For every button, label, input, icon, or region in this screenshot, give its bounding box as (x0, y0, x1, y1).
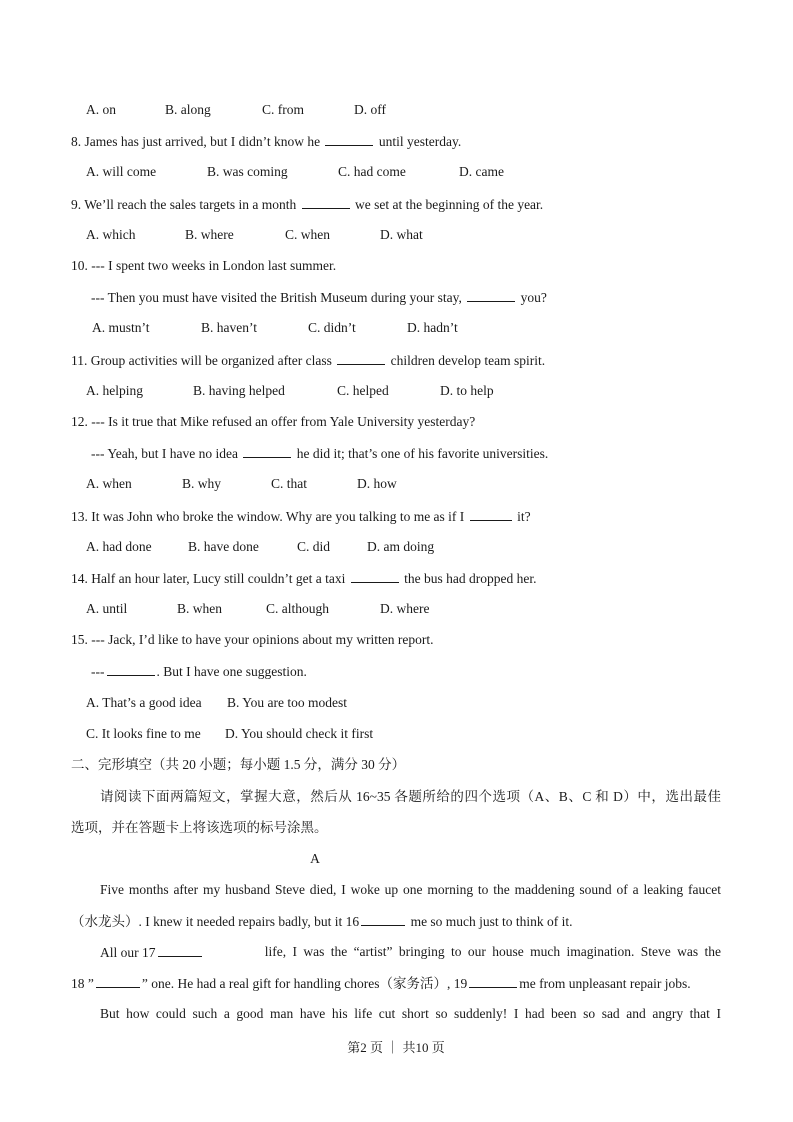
q13-stem-pre: 13. It was John who broke the window. Why are you talking to me as if I (71, 509, 465, 524)
passage-label: A (310, 851, 320, 866)
passage-p2-line1-post: life, I was the “artist” bringing to our house much imagination. Steve was the (264, 944, 721, 959)
q10-option-d: D. hadn’t (407, 320, 458, 335)
q11-stem-pre: 11. Group activities will be organized after class (71, 353, 332, 368)
q12-blank (243, 445, 291, 458)
q10-stem-pre: --- Then you must have visited the British Museum during your stay, (91, 290, 462, 305)
q9-option-c: C. when (285, 227, 330, 242)
passage-p1-line2 (71, 913, 573, 930)
q15-stem-post: . But I have one suggestion. (156, 664, 307, 679)
passage-p3-line1: But how could such a good man have his life cut short so suddenly! I had been so sad and angry that I (100, 1006, 721, 1021)
passage-p1-line2-pre: （水龙头）. I knew it needed repairs badly, but it 16 (71, 914, 360, 929)
q8-option-d: D. came (459, 164, 504, 179)
q12-option-c: C. that (271, 476, 307, 491)
q8-stem-pre: 8. James has just arrived, but I didn’t know he (71, 134, 321, 149)
q15-option-a: A. That’s a good idea (86, 695, 202, 710)
q12-option-b: B. why (182, 476, 222, 491)
q11-blank (337, 352, 385, 365)
q11-option-a: A. helping (86, 383, 143, 398)
q13-option-c: C. did (297, 539, 331, 554)
section2-instruction-line2: 选项，并在答题卡上将该选项的标号涂黑。 (71, 820, 328, 835)
q15-line1: 15. --- Jack, I’d like to have your opinions about my written report. (71, 632, 434, 647)
q7-option-b: B. along (165, 102, 211, 117)
q10-blank (467, 289, 515, 302)
q8-option-a: A. will come (86, 164, 157, 179)
q12-stem (91, 445, 548, 462)
q11-stem-post: children develop team spirit. (390, 353, 546, 368)
q12-option-a: A. when (86, 476, 132, 491)
q10-option-c: C. didn’t (308, 320, 356, 335)
q8-blank (325, 133, 373, 146)
q14-stem-pre: 14. Half an hour later, Lucy still couldn’t get a taxi (71, 571, 346, 586)
passage-p2-line2-c: me from unpleasant repair jobs. (519, 976, 691, 991)
q9-stem (71, 196, 543, 213)
q14-stem (71, 570, 536, 587)
passage-p2-line2-b: ” one. He had a real gift for handling chores（家务活）, 19 (141, 976, 468, 991)
q8-stem (71, 133, 461, 150)
passage-p1-line1: Five months after my husband Steve died, I woke up one morning to the maddening sound of a leaking faucet (100, 882, 721, 897)
page-footer: 第2 页 ｜ 共10 页 (347, 1040, 445, 1055)
q15-option-d: D. You should check it first (225, 726, 374, 741)
q14-blank (351, 570, 399, 583)
q9-stem-post: we set at the beginning of the year. (354, 197, 544, 212)
q13-blank (470, 508, 512, 521)
passage-p1-line2-post: me so much just to think of it. (410, 914, 573, 929)
q12-stem-post: he did it; that’s one of his favorite universities. (296, 446, 549, 461)
q9-option-b: B. where (185, 227, 234, 242)
q8-option-c: C. had come (338, 164, 406, 179)
section2-heading: 二、完形填空（共 20 小题；每小题 1.5 分，满分 30 分） (71, 757, 406, 772)
q15-stem-pre: --- (91, 664, 105, 679)
q12-option-d: D. how (357, 476, 397, 491)
q15-option-c: C. It looks fine to me (86, 726, 201, 741)
q13-stem (71, 508, 531, 525)
passage-p2-line1-pre: All our 17 (100, 945, 156, 960)
blank-19 (469, 975, 517, 988)
q13-option-b: B. have done (188, 539, 259, 554)
q14-option-b: B. when (177, 601, 222, 616)
passage-p2-line2 (71, 975, 691, 992)
q14-option-c: C. although (266, 601, 329, 616)
blank-17 (158, 944, 202, 957)
blank-16 (361, 913, 405, 926)
q9-blank (302, 196, 350, 209)
q7-option-a: A. on (86, 102, 116, 117)
q15-stem (91, 663, 307, 680)
q9-stem-pre: 9. We’ll reach the sales targets in a month (71, 197, 297, 212)
q10-option-a: A. mustn’t (92, 320, 150, 335)
q14-stem-post: the bus had dropped her. (404, 571, 537, 586)
q14-option-d: D. where (380, 601, 430, 616)
q12-stem-pre: --- Yeah, but I have no idea (91, 446, 238, 461)
q10-stem (91, 289, 547, 306)
blank-18 (96, 975, 140, 988)
q15-blank (107, 663, 155, 676)
q11-option-d: D. to help (440, 383, 494, 398)
q13-stem-post: it? (517, 509, 531, 524)
q9-option-d: D. what (380, 227, 423, 242)
section2-instruction-line1: 请阅读下面两篇短文，掌握大意，然后从 16~35 各题所给的四个选项（A、B、C 和 D）中，选出最佳 (100, 789, 721, 804)
passage-p2-line2-a: 18 ” (71, 976, 94, 991)
q7-option-d: D. off (354, 102, 386, 117)
q15-option-b: B. You are too modest (227, 695, 348, 710)
q10-line1: 10. --- I spent two weeks in London last summer. (71, 258, 337, 273)
q9-option-a: A. which (86, 227, 136, 242)
q7-option-c: C. from (262, 102, 304, 117)
q11-option-b: B. having helped (193, 383, 285, 398)
q14-option-a: A. until (86, 601, 128, 616)
q10-option-b: B. haven’t (201, 320, 257, 335)
passage-p2-line1-left (100, 944, 204, 961)
q11-stem (71, 352, 545, 369)
passage-p2-line1 (100, 944, 721, 961)
q11-option-c: C. helped (337, 383, 389, 398)
q10-stem-post: you? (520, 290, 547, 305)
q12-line1: 12. --- Is it true that Mike refused an offer from Yale University yesterday? (71, 414, 476, 429)
q13-option-a: A. had done (86, 539, 152, 554)
q8-option-b: B. was coming (207, 164, 288, 179)
q8-stem-post: until yesterday. (378, 134, 462, 149)
q13-option-d: D. am doing (367, 539, 435, 554)
